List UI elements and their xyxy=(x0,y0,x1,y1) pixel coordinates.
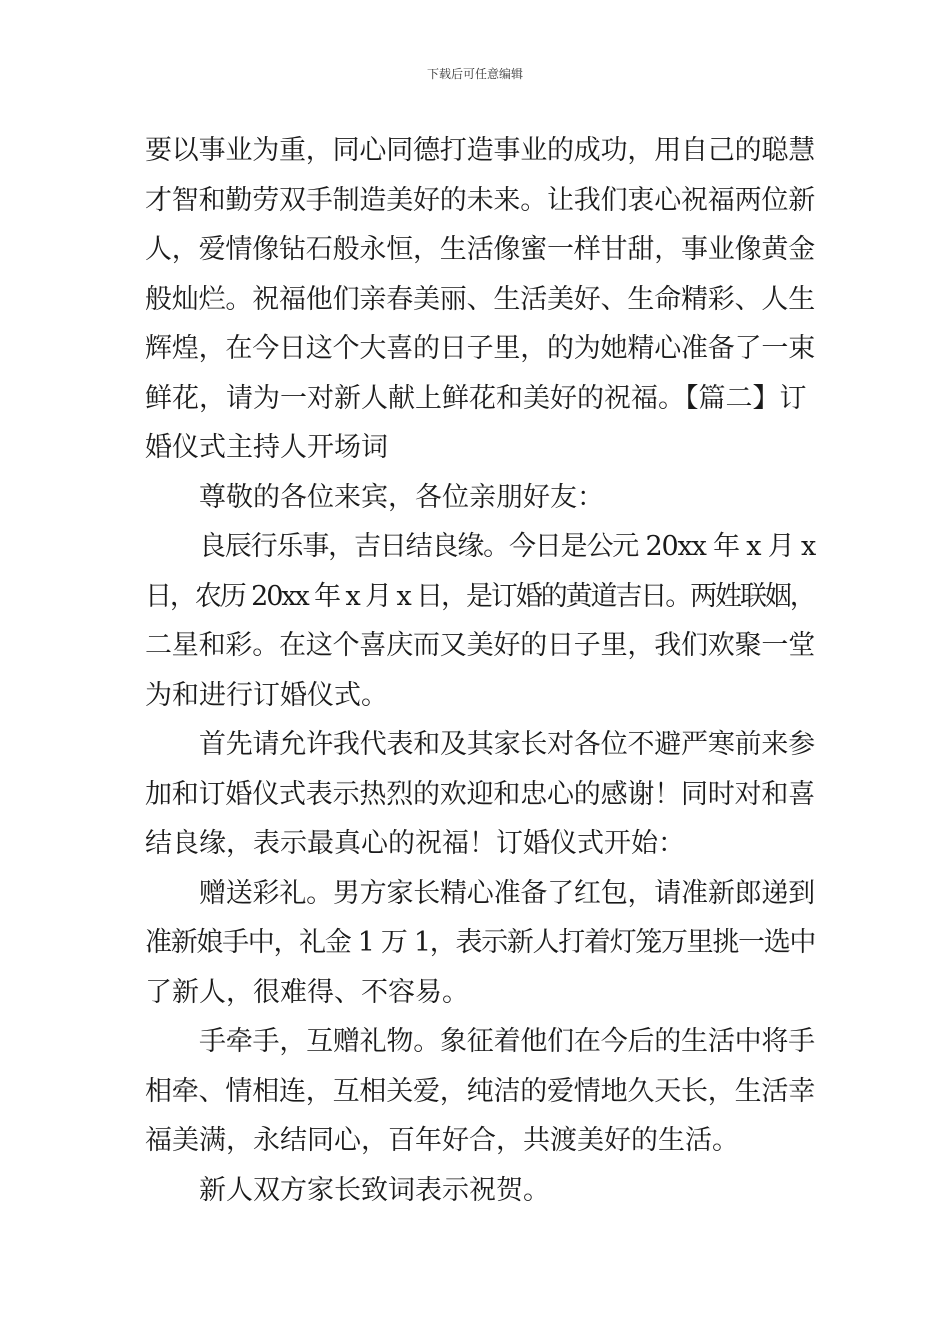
paragraph-1 xyxy=(145,126,815,473)
text-line: 相牵、情相连，互相关爱，纯洁的爱情地久天长，生活幸 xyxy=(145,1075,815,1107)
text-line: 良辰行乐事，吉日结良缘。今日是公元 20xx 年 x 月 x xyxy=(199,531,816,562)
text-line: 首先请允许我代表和及其家长对各位不避严寒前来参 xyxy=(199,729,815,760)
page-header-note: 下载后可任意编辑 xyxy=(426,67,523,81)
paragraph-2-greeting xyxy=(145,473,815,523)
text-line: 赠送彩礼。男方家长精心准备了红包，请准新郎递到 xyxy=(199,877,815,909)
paragraph-5 xyxy=(145,869,815,1018)
paragraph-7 xyxy=(145,1166,815,1216)
text-line: 新人双方家长致词表示祝贺。 xyxy=(199,1174,550,1206)
text-line: 结良缘，表示最真心的祝福！订婚仪式开始： xyxy=(145,828,685,859)
text-line: 辉煌，在今日这个大喜的日子里，的为她精心准备了一束 xyxy=(145,333,815,364)
text-line: 日，农历 20xx 年 x 月 x 日，是订婚的黄道吉日。两姓联姻， xyxy=(145,580,815,612)
text-line: 了新人，很难得、不容易。 xyxy=(145,976,469,1008)
text-line: 为和进行订婚仪式。 xyxy=(145,679,388,711)
paragraph-3 xyxy=(145,522,815,720)
text-line: 二星和彩。在这个喜庆而又美好的日子里，我们欢聚一堂 xyxy=(145,630,815,661)
paragraph-6 xyxy=(145,1017,815,1166)
text-line: 人，爱情像钻石般永恒，生活像蜜一样甘甜，事业像黄金 xyxy=(145,234,815,265)
text-line: 要以事业为重，同心同德打造事业的成功，用自己的聪慧 xyxy=(145,135,815,166)
paragraph-4 xyxy=(145,720,815,869)
document-body xyxy=(145,126,815,1215)
text-line: 准新娘手中，礼金 1 万 1，表示新人打着灯笼万里挑一选中 xyxy=(145,927,816,958)
text-line: 般灿烂。祝福他们亲春美丽、生活美好、生命精彩、人生 xyxy=(145,283,815,315)
text-line: 尊敬的各位来宾，各位亲朋好友： xyxy=(199,481,604,513)
text-line: 婚仪式主持人开场词 xyxy=(145,432,388,463)
text-line: 福美满，永结同心，百年好合，共渡美好的生活。 xyxy=(145,1125,739,1156)
text-line: 加和订婚仪式表示热烈的欢迎和忠心的感谢！同时对和喜 xyxy=(145,778,815,810)
text-line: 手牵手，互赠礼物。象征着他们在今后的生活中将手 xyxy=(199,1026,815,1057)
text-line: 才智和勤劳双手制造美好的未来。让我们衷心祝福两位新 xyxy=(145,184,815,216)
text-line: 鲜花，请为一对新人献上鲜花和美好的祝福。【篇二】订 xyxy=(145,382,807,414)
